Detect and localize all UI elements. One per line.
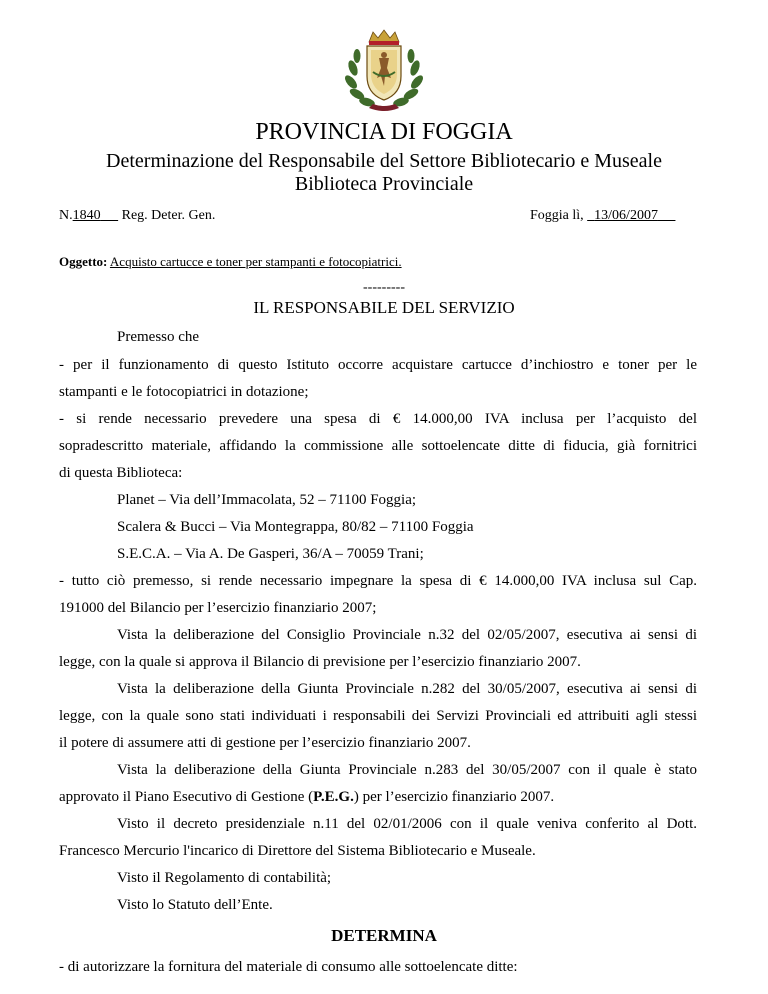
date-field: 13/06/2007 bbox=[594, 208, 658, 223]
body-line: - si rende necessario prevedere una spesa di € 14.000,00 IVA inclusa per l’acquisto del bbox=[59, 411, 697, 427]
determination-number bbox=[59, 208, 215, 224]
body-line: Visto il Regolamento di contabilità; bbox=[117, 870, 332, 886]
body-line: 191000 del Bilancio per l’esercizio finanziario 2007; bbox=[59, 600, 377, 616]
place-date bbox=[530, 208, 675, 224]
number-prefix: N. bbox=[59, 208, 73, 223]
body-line: legge, con la quale si approva il Bilancio di previsione per l’esercizio finanziario 2007. bbox=[59, 654, 581, 670]
determina-heading: DETERMINA bbox=[331, 926, 437, 945]
subject-label: Oggetto: bbox=[59, 254, 108, 269]
body-line: - per il funzionamento di questo Istituto occorre acquistare cartucce d’inchiostro e toner per le bbox=[59, 357, 697, 373]
register-label: Reg. Deter. Gen. bbox=[121, 208, 216, 223]
supplier-item: Planet – Via dell’Immacolata, 52 – 71100 Foggia; bbox=[117, 492, 417, 508]
subject-line bbox=[59, 254, 402, 270]
body-line: di questa Biblioteca: bbox=[59, 465, 183, 481]
body-line: Vista la deliberazione del Consiglio Provinciale n.32 del 02/05/2007, esecutiva ai sensi di bbox=[117, 627, 697, 643]
subtitle-line-2: Biblioteca Provinciale bbox=[294, 173, 474, 195]
peg-line-end: ) per l’esercizio finanziario 2007. bbox=[353, 789, 555, 805]
subtitle-line-1: Determinazione del Responsabile del Settore Bibliotecario e Museale bbox=[106, 150, 662, 172]
body-line: Vista la deliberazione della Giunta Provinciale n.283 del 30/05/2007 con il quale è stato bbox=[117, 762, 697, 778]
closing-line: - di autorizzare la fornitura del materiale di consumo alle sottoelencate ditte: bbox=[59, 959, 518, 975]
body-line: Premesso che bbox=[117, 329, 200, 345]
number-field: 1840 bbox=[72, 208, 101, 223]
province-coat-of-arms bbox=[343, 28, 425, 114]
body-line bbox=[59, 789, 697, 806]
body-line: - tutto ciò premesso, si rende necessario impegnare la spesa di € 14.000,00 IVA inclusa sul Cap. bbox=[59, 573, 697, 589]
body-line: Vista la deliberazione della Giunta Provinciale n.282 del 30/05/2007, esecutiva ai sensi di bbox=[117, 681, 697, 697]
peg-acronym: P.E.G. bbox=[313, 789, 354, 805]
peg-line-start: approvato il Piano Esecutivo di Gestione ( bbox=[59, 789, 314, 805]
body-line: Visto il decreto presidenziale n.11 del 02/01/2006 con il quale veniva conferito al Dott. bbox=[117, 816, 697, 832]
determination-subtitle bbox=[0, 150, 768, 196]
section-title: IL RESPONSABILE DEL SERVIZIO bbox=[253, 298, 515, 317]
body-line: legge, con la quale sono stati individuati i responsabili dei Servizi Provinciali ed attribuiti agli stessi bbox=[59, 708, 697, 724]
province-title: PROVINCIA DI FOGGIA bbox=[255, 119, 513, 145]
body-line: sopradescritto materiale, affidando la commissione alle sottoelencate ditte di fiducia, già fornitrici bbox=[59, 438, 697, 454]
supplier-item: Scalera & Bucci – Via Montegrappa, 80/82 – 71100 Foggia bbox=[117, 519, 474, 535]
body-line: Francesco Mercurio l'incarico di Direttore del Sistema Bibliotecario e Museale. bbox=[59, 843, 536, 859]
place-prefix: Foggia lì, bbox=[530, 208, 584, 223]
subject-text: Acquisto cartucce e toner per stampanti e fotocopiatrici. bbox=[109, 254, 402, 269]
supplier-item: S.E.C.A. – Via A. De Gasperi, 36/A – 70059 Trani; bbox=[117, 546, 424, 562]
body-line: stampanti e le fotocopiatrici in dotazione; bbox=[59, 384, 309, 400]
separator: --------- bbox=[363, 280, 405, 295]
body-line: il potere di assumere atti di gestione per l’esercizio finanziario 2007. bbox=[59, 735, 471, 751]
body-line: Visto lo Statuto dell’Ente. bbox=[117, 897, 273, 913]
